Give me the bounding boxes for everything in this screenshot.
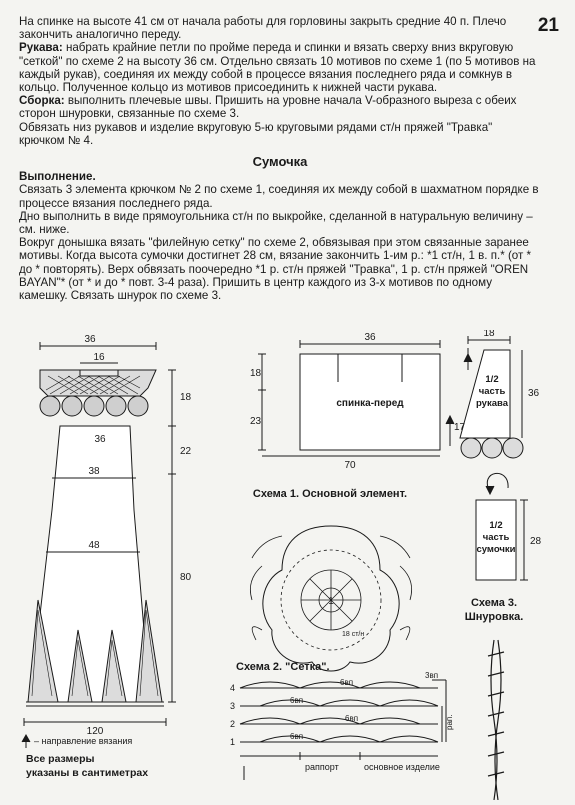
dress-dim-120: 120 [86,726,104,737]
bag-paragraph-1: Связать 3 элемента крючком № 2 по схеме 1, соединяя их между собой в шахматном порядке в процессе вязания последнего ряда. [19,183,539,210]
scheme2-row-4: 4 [230,683,236,693]
bag-label-1: 1/2 [489,520,503,531]
scheme2-chain-c: 6вп [345,714,359,723]
back-front-dim-70: 70 [344,460,356,471]
paragraph-edging: Обвязать низ рукавов и изделие вкруговую 5-ю круговыми рядами ст/н пряжей "Травка" крючком № 4. [19,120,493,147]
scheme2-bottom-left: раппорт [305,762,339,772]
back-front-dim-17: 17 [454,422,466,433]
scheme1-title: Схема 1. Основной элемент. [252,488,408,500]
bag-label-3: сумочки [476,544,516,555]
scheme1-note: 18 ст/н [342,631,365,638]
back-front-label: спинка-перед [336,398,404,409]
back-front-dim-23: 23 [250,416,262,427]
dress-dim-48: 48 [88,540,100,551]
paragraph-1: На спинке на высоте 41 см от начала работы для горловины закрыть средние 40 п. Плечо закончить аналогично переду. [19,15,507,42]
dress-dim-18: 18 [180,392,192,403]
sleeve-label-1: 1/2 [485,374,499,385]
sleeve-diagram [460,336,523,458]
back-front-dim-top: 36 [364,332,376,343]
dress-dim-36-b: 36 [94,434,106,445]
dress-note-line1: Все размеры [26,753,95,765]
page-number: 21 [537,15,559,36]
dress-dim-16: 16 [93,352,105,363]
dress-dim-22: 22 [180,446,192,457]
section-title: Сумочка [252,154,308,170]
back-front-dim-18: 18 [250,368,262,379]
scheme2-row-3: 3 [230,701,236,711]
section-lead: Выполнение. [19,170,96,184]
sleeve-dim-18: 18 [483,330,495,339]
scheme2-chain-b: 6вп [290,696,304,705]
scheme2-side-label: рап. [445,714,454,730]
dress-dim-80: 80 [180,572,192,583]
sleeve-label-3: рукава [476,398,508,409]
sleeve-dim-36: 36 [528,388,540,399]
dress-dim-36: 36 [84,334,96,345]
bag-dim-28: 28 [530,536,542,547]
scheme2-bottom-right: основное изделие [364,762,440,772]
scheme3-title-2: Шнуровка. [464,611,524,623]
bag-paragraph-2: Дно выполнить в виде прямоугольника ст/н по выкройке, сделанной в натуральную величину – см. ниже. [19,209,533,237]
diagrams-svg [0,330,575,800]
dress-dim-38: 38 [88,466,100,477]
sleeve-label-2: часть [478,386,506,397]
dress-note-line2: указаны в сантиметрах [26,767,149,779]
scheme2-chain-a: 6вп [340,678,354,687]
text-block [19,15,541,302]
dress-arrow-caption: – направление вязания [34,736,133,746]
bag-label-2: часть [482,532,510,543]
scheme2-title: Схема 2. "Сетка". [236,661,330,673]
scheme2-row-2: 2 [230,719,236,729]
scheme3-title-1: Схема 3. [470,597,518,609]
scheme2-chain-d: 6вп [290,732,304,741]
diagrams [0,330,575,800]
paragraph-sleeves: Рукава: набрать крайние петли по пройме переда и спинки и вязать сверху вниз вкруговую "сеткой" по схеме 2 на высоту 36 см. Отдельно связать 10 мотивов по схеме 1 (по 5 мотивов на каждый рукав), соединяя их между собой в процессе вязания последнего ряда и сомкнув в кольцо. Полученное кольцо из мотивов присоединить к нижней части рукава. [19,41,536,95]
scheme2-row-1: 1 [230,737,236,747]
bag-paragraph-3: Вокруг донышка вязать "филейную сетку" по схеме 2, обвязывая при этом связанные заранее мотивы. Когда высота сумочки достигнет 28 см, вязание закончить 1-им р.: *1 ст/н, 1 в. п.* (от * до * повторять). Верх обвязать поочередно *1 р. ст/н пряжей "Травка", 1 р. ст/н пряжей "OREN BAYAN"* (от * и до * повт. 3-4 раза). Пришить в центр каждого из 3-х мотивов по одному камешку. Связать шнурок по схеме 3. [19,236,532,303]
scheme1-center: 1 [328,596,334,607]
scheme3-lacing [488,640,504,800]
paragraph-assembly: Сборка: выполнить плечевые швы. Пришить на уровне начала V-образного выреза с обеих сторон шнуровки, связанные по схеме 3. [19,94,517,121]
scheme2-top-right: 3вп [425,671,439,680]
